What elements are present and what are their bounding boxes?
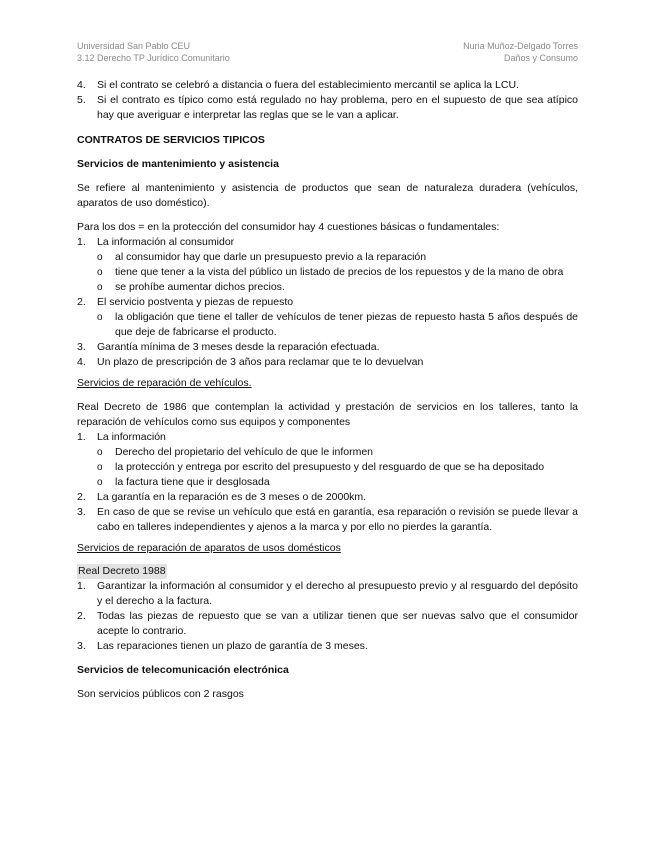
list-item-number: 2. <box>77 491 86 503</box>
list-item-number: 4. <box>77 356 86 368</box>
sub-list-item-text: la factura tiene que ir desglosada <box>115 476 270 488</box>
list-item-number: 4. <box>77 79 86 91</box>
bullet-circle-icon: o <box>97 282 103 293</box>
list-item <box>77 78 578 93</box>
paragraph-vehiculos: Real Decreto de 1986 que contemplan la actividad y prestación de servicios en los talleres, tanto la reparación de vehículos como sus equipos y componentes <box>77 401 578 428</box>
list-item <box>77 235 578 295</box>
list-item-text: Garantía mínima de 3 meses desde la reparación efectuada. <box>97 341 380 353</box>
list-item-number: 5. <box>77 94 86 106</box>
bullet-circle-icon: o <box>97 252 103 263</box>
heading-telecom: Servicios de telecomunicación electrónica <box>77 664 289 676</box>
list-item-number: 1. <box>77 236 86 248</box>
list-item-text: El servicio postventa y piezas de repuesto <box>97 296 294 308</box>
list-item <box>77 490 578 505</box>
sub-list-item-text: al consumidor hay que darle un presupuesto previo a la reparación <box>115 251 427 263</box>
list-item <box>77 93 578 123</box>
list-item-text: Garantizar la información al consumidor y el derecho al presupuesto previo y al resguardo del depósito y el derecho a la factura. <box>97 580 578 607</box>
header-course: 3.12 Derecho TP Jurídico Comunitario <box>77 53 230 63</box>
bullet-circle-icon: o <box>97 462 103 473</box>
list-item-text: La garantía en la reparación es de 3 meses o de 2000km. <box>97 491 367 503</box>
page-header <box>77 40 578 64</box>
sub-list-item-text: la obligación que tiene el taller de vehículos de tener piezas de repuesto hasta 5 años después de que deje de fabricarse el producto. <box>115 311 578 338</box>
list-item-text: Si el contrato se celebró a distancia o fuera del establecimiento mercantil se aplica la LCU. <box>97 79 519 91</box>
list-item-text: Si el contrato es típico como está regulado no hay problema, pero en el supuesto de que sea atípico hay que averiguar e interpretar las reglas que se le van a aplicar. <box>97 94 578 121</box>
sub-list-item <box>97 460 578 475</box>
list-mantenimiento <box>77 235 578 370</box>
list-item <box>77 430 578 490</box>
bullet-circle-icon: o <box>97 447 103 458</box>
sub-list-item-text: se prohíbe aumentar dichos precios. <box>115 281 285 293</box>
sub-list-item <box>97 250 578 265</box>
list-item <box>77 295 578 340</box>
list-item-number: 1. <box>77 580 86 592</box>
header-university: Universidad San Pablo CEU <box>77 41 191 51</box>
sub-list-item <box>97 265 578 280</box>
list-item-text: Un plazo de prescripción de 3 años para reclamar que te lo devuelvan <box>97 356 424 368</box>
document-body <box>77 78 578 702</box>
sub-list <box>97 445 578 490</box>
sub-list-item-text: Derecho del propietario del vehículo de que le informen <box>115 446 373 458</box>
list-item-text: Las reparaciones tienen un plazo de garantía de 3 meses. <box>97 640 368 652</box>
heading-domesticos: Servicios de reparación de aparatos de usos domésticos <box>77 542 341 554</box>
list-top <box>77 78 578 123</box>
heading-contratos: CONTRATOS DE SERVICIOS TIPICOS <box>77 134 265 146</box>
list-item-number: 3. <box>77 341 86 353</box>
list-item-number: 2. <box>77 610 86 622</box>
bullet-circle-icon: o <box>97 267 103 278</box>
list-domesticos <box>77 579 578 654</box>
paragraph-telecom: Son servicios públicos con 2 rasgos <box>77 688 244 700</box>
bullet-circle-icon: o <box>97 477 103 488</box>
header-subject: Daños y Consumo <box>503 53 578 63</box>
header-left <box>77 40 230 64</box>
header-right <box>463 40 578 64</box>
sub-list-item <box>97 475 578 490</box>
heading-vehiculos: Servicios de reparación de vehículos. <box>77 377 252 389</box>
sub-list <box>97 310 578 340</box>
list-item-number: 2. <box>77 296 86 308</box>
list-item <box>77 505 578 535</box>
list-item-number: 3. <box>77 640 86 652</box>
list-item-text: Todas las piezas de repuesto que se van a utilizar tienen que ser nuevas salvo que el consumidor acepte lo contrario. <box>97 610 578 637</box>
header-author: Nuria Muñoz-Delgado Torres <box>463 41 578 51</box>
sub-list-item <box>97 280 578 295</box>
list-item-text: En caso de que se revise un vehículo que está en garantía, esa reparación o revisión se puede llevar a cabo en talleres independientes y ajenos a la marca y por ello no pierdes la garantía. <box>97 506 578 533</box>
list-item-text: La información al consumidor <box>97 236 235 248</box>
bullet-circle-icon: o <box>97 312 103 323</box>
sub-list-item-text: tiene que tener a la vista del público un listado de precios de los repuestos y de la mano de obra <box>115 266 564 278</box>
list-item <box>77 579 578 609</box>
sub-list <box>97 250 578 295</box>
paragraph-mantenimiento: Se refiere al mantenimiento y asistencia de productos que sean de naturaleza duradera (vehículos, aparatos de uso doméstico). <box>77 182 578 209</box>
list-item <box>77 340 578 355</box>
sub-list-item <box>97 445 578 460</box>
list-item-number: 1. <box>77 431 86 443</box>
list-item <box>77 609 578 639</box>
paragraph-para-los-dos: Para los dos = en la protección del consumidor hay 4 cuestiones básicas o fundamentales: <box>77 221 500 233</box>
heading-mantenimiento: Servicios de mantenimiento y asistencia <box>77 158 279 170</box>
list-item-number: 3. <box>77 506 86 518</box>
sub-list-item-text: la protección y entrega por escrito del presupuesto y del resguardo de que se ha depositado <box>115 461 545 473</box>
list-item-text: La información <box>97 431 166 443</box>
highlight-real-decreto-1988: Real Decreto 1988 <box>78 565 166 577</box>
list-item <box>77 639 578 654</box>
sub-list-item <box>97 310 578 340</box>
list-vehiculos <box>77 430 578 535</box>
list-item <box>77 355 578 370</box>
